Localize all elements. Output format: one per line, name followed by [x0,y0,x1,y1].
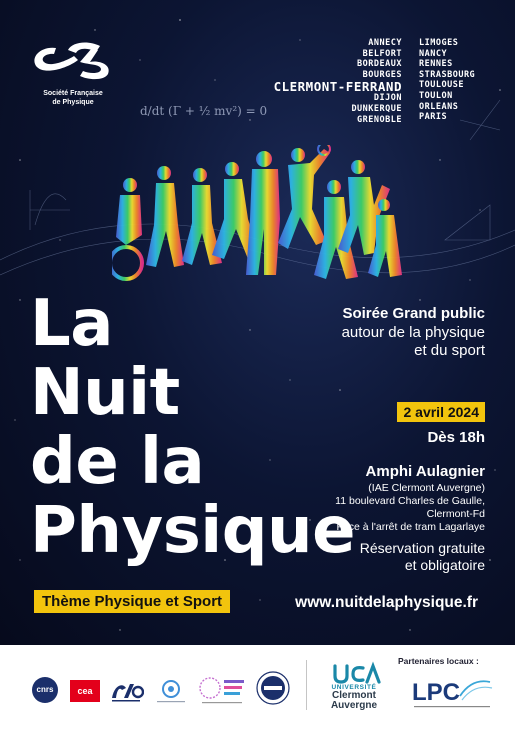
city: LIMOGES [419,38,459,48]
title-line: Physique [30,494,355,568]
footer-divider [306,660,307,710]
city: BORDEAUX [357,59,402,70]
event-topic-line2: et du sport [414,342,485,359]
booking-line1: Réservation gratuite [359,540,485,556]
cities-left [274,38,402,125]
event-venue: Amphi Aulagnier [365,463,485,480]
city: TOULON [419,90,453,101]
event-address [335,482,485,534]
sfp-name-line2: de Physique [52,99,94,106]
uca-line1: UNIVERSITÉ [331,684,377,691]
uca-line3: Auvergne [330,700,378,711]
partner-badge-logo [256,671,290,705]
city: GRENOBLE [357,114,402,125]
uca-name [323,684,385,711]
sfp-name-line1: Société Française [43,90,103,97]
city: NANCY [419,48,448,59]
address-line3: Face à l'arrêt de tram Lagarlaye [336,521,485,533]
annee-physique-logo [196,672,248,708]
cnrs-logo: cnrs [32,677,58,703]
city: BELFORT [362,48,402,59]
city: RENNES [419,59,453,70]
event-time: Dès 18h [427,429,485,446]
athletes-illustration [112,145,402,295]
lpc-logo [410,670,495,715]
address-line1: 11 boulevard Charles de Gaulle, [335,495,485,507]
title-line: de la [30,425,205,499]
city: BOURGES [362,69,402,80]
city: STRASBOURG [419,69,476,80]
sfp-logo [28,38,118,107]
booking-line2: et obligatoire [404,557,485,573]
title-line: La [30,287,113,361]
sfc-logo [153,678,189,706]
sfp-name [28,89,118,107]
city: ANNECY [368,38,402,48]
address-line2: Clermont-Fd [426,508,485,520]
city-highlighted: CLERMONT-FERRAND [273,79,402,95]
venue-detail: (IAE Clermont Auvergne) [368,482,485,494]
cea-logo: cea [70,680,100,702]
title-line: Nuit [30,356,180,430]
city: DUNKERQUE [351,103,402,114]
website-link[interactable]: www.nuitdelaphysique.fr [295,594,478,611]
cities-right [419,38,485,123]
sfo-logo [108,680,144,704]
city: ORLEANS [419,101,459,112]
city: TOULOUSE [419,80,464,91]
lpc-logo-text: LPC [412,679,460,706]
theme-banner: Thème Physique et Sport [34,590,230,613]
booking-info [360,540,485,574]
sfp-logo-mark [28,38,118,82]
city: DIJON [373,93,402,104]
partners-label: Partenaires locaux : [398,656,479,666]
event-kind: Soirée Grand public [342,305,485,322]
event-topic [342,324,485,360]
event-date: 2 avril 2024 [397,402,485,422]
city: PARIS [419,112,448,123]
uca-line2: Clermont [332,690,376,701]
decorative-formula: d/dt (Γ + ½ mv²) = 0 [140,104,268,118]
event-title [30,287,355,568]
event-topic-line1: autour de la physique [341,324,485,341]
